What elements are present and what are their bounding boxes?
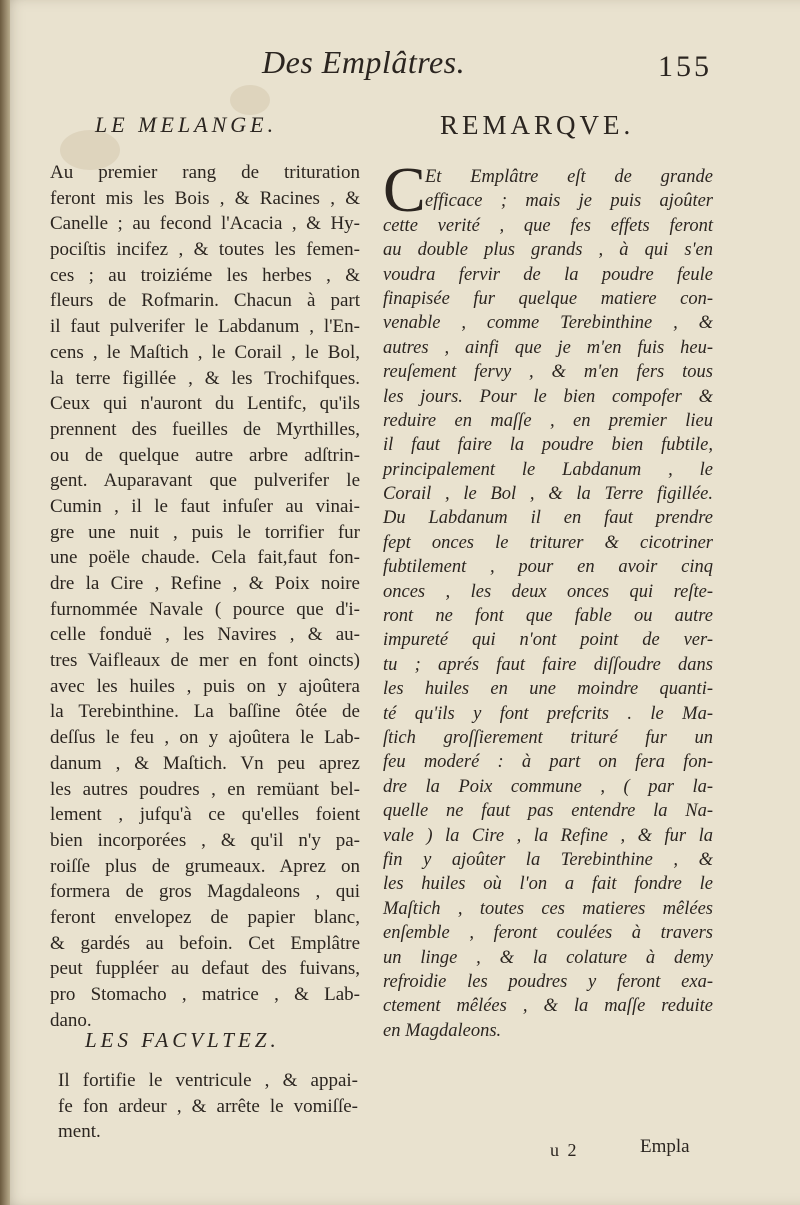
section-heading-melange: LE MELANGE. xyxy=(95,112,278,137)
text-line: Ceux qui n'auront du Lentifc, qu'ils xyxy=(50,393,360,415)
section-heading-remarque: REMARQVE. xyxy=(440,110,635,140)
text-line: vale ) la Cire , la Refine , & fur la xyxy=(383,825,713,846)
text-line: formera de gros Magdaleons , qui xyxy=(50,881,360,903)
text-line: tres Vaifleaux de mer en font oincts) xyxy=(50,650,360,672)
text-line: les jours. Pour le bien compofer & xyxy=(383,386,713,407)
text-line: les huiles où l'on a fait fondre le xyxy=(383,874,713,895)
text-line: efficace ; mais je puis ajoûter xyxy=(425,191,713,212)
text-line: Maſtich , toutes ces matieres mêlées xyxy=(383,898,713,919)
text-line: danum , & Maſtich. Vn peu aprez xyxy=(50,752,360,774)
text-line: quelle ne faut pas entendre la Na- xyxy=(383,801,713,822)
text-line: au double plus grands , à qui s'en xyxy=(383,240,713,261)
text-line: un linge , & la colature à demy xyxy=(383,947,713,968)
text-line: deſſus le feu , on y ajoûtera le Lab- xyxy=(50,727,360,749)
text-line: les huiles en une moindre quanti- xyxy=(383,679,713,700)
text-line: finapisée fur quelque matiere con- xyxy=(383,288,713,309)
text-line: pociſtis incifez , & toutes les femen- xyxy=(50,239,360,261)
left-column-text xyxy=(50,160,360,1033)
paper-stain xyxy=(230,85,270,115)
text-line: fubtilement , pour en avoir cinq xyxy=(383,557,713,578)
text-line: refroidie les poudres y feront exa- xyxy=(383,971,713,992)
text-line: fleurs de Rofmarin. Chacun à part xyxy=(50,290,360,312)
text-line: dano. xyxy=(50,1009,92,1031)
catchword: Empla xyxy=(640,1136,690,1157)
text-line: la Terebinthine. La baſſine ôtée de xyxy=(50,701,360,723)
text-line: gent. Auparavant que pulverifer le xyxy=(50,470,360,492)
text-line: dre la Cire , Refine , & Poix noire xyxy=(50,573,360,594)
text-line: celle fonduë , les Navires , & au- xyxy=(50,624,360,646)
text-line: il faut faire la poudre bien fubtile, xyxy=(383,435,713,456)
text-line: té qu'ils y font prefcrits . le Ma- xyxy=(383,703,713,724)
text-line: onces , les deux onces qui reſte- xyxy=(383,581,713,602)
text-line: peut fuppléer au defaut des fuivans, xyxy=(50,958,360,980)
text-line: il faut pulverifer le Labdanum , l'En- xyxy=(50,316,360,338)
text-line: feront mis les Bois , & Racines , & xyxy=(50,187,360,209)
text-line: enſemble , feront coulées à travers xyxy=(383,923,713,944)
text-line: bien incorporées , & qu'il n'y pa- xyxy=(50,829,360,851)
text-line: dre la Poix commune , ( par la- xyxy=(383,776,713,797)
text-line: pro Stomacho , matrice , & Lab- xyxy=(50,984,360,1005)
text-line: autres , ainfi que je m'en fuis heu- xyxy=(383,337,713,358)
text-line: cens , le Maſtich , le Corail , le Bol, xyxy=(50,341,360,363)
text-line: tu ; aprés faut faire diſſoudre dans xyxy=(383,654,713,675)
facultez-text xyxy=(58,1068,358,1145)
text-line: cette verité , que fes effets feront xyxy=(383,215,713,236)
text-line: roiſſe plus de grumeaux. Aprez on xyxy=(50,855,360,877)
text-line: furnommée Navale ( pource que d'i- xyxy=(50,598,360,620)
text-line: feront envelopez de papier blanc, xyxy=(50,906,360,928)
text-line: fept onces le triturer & cicotriner xyxy=(383,532,713,553)
text-line: ment. xyxy=(58,1121,101,1142)
text-line: ctement mêlées , & la maſſe reduite xyxy=(383,996,713,1017)
drop-cap: C xyxy=(383,154,426,225)
text-line: Canelle ; au fecond l'Acacia , & Hy- xyxy=(50,213,360,235)
running-title: Des Emplâtres. xyxy=(262,44,466,80)
text-line: reuſement fervy , & m'en fers tous xyxy=(383,362,713,383)
text-line: Du Labdanum il en faut prendre xyxy=(383,508,713,529)
text-line: & gardés au befoin. Cet Emplâtre xyxy=(50,932,360,954)
text-line: gre une nuit , puis le torrifier fur xyxy=(50,521,360,543)
text-line: Il fortifie le ventricule , & appai- xyxy=(58,1070,358,1091)
text-line: ſtich groſſierement trituré fur un xyxy=(383,727,713,748)
text-line: lement , jufqu'à ce qu'elles foient xyxy=(50,804,360,826)
page-number: 155 xyxy=(658,50,712,83)
text-line: Corail , le Bol , & la Terre figillée. xyxy=(383,484,713,505)
text-line: Au premier rang de trituration xyxy=(50,162,360,183)
signature-mark: u 2 xyxy=(550,1140,579,1160)
text-line: Et Emplâtre eſt de grande xyxy=(425,167,713,187)
text-line: en Magdaleons. xyxy=(383,1020,502,1041)
text-line: la terre figillée , & les Trochifques. xyxy=(50,367,360,389)
text-line: impureté qui n'ont point de ver- xyxy=(383,630,713,651)
text-line: Cumin , il le faut infuſer au vinai- xyxy=(50,495,360,517)
text-line: voudra fervir de la poudre feule xyxy=(383,264,713,285)
text-line: ces ; au troiziéme les herbes , & xyxy=(50,264,360,286)
text-line: venable , comme Terebinthine , & xyxy=(383,313,713,334)
text-line: reduire en maſſe , en premier lieu xyxy=(383,410,713,431)
text-line: ront ne font que fable ou autre xyxy=(383,606,713,627)
text-line: feu moderé : à part on fera fon- xyxy=(383,752,713,773)
right-column-text xyxy=(383,165,713,1043)
text-line: prennent des fueilles de Myrthilles, xyxy=(50,418,360,440)
text-line: principalement le Labdanum , le xyxy=(383,459,713,480)
text-line: avec les huiles , puis on y ajoûtera xyxy=(50,675,360,697)
text-line: fe fon ardeur , & arrête le vomiſſe- xyxy=(58,1095,358,1117)
text-line: les autres poudres , en remüant bel- xyxy=(50,778,360,800)
page-gutter xyxy=(0,0,10,1205)
text-line: une poële chaude. Cela fait,faut fon- xyxy=(50,547,360,569)
text-line: ou de quelque autre arbre adſtrin- xyxy=(50,444,360,466)
section-heading-facultez: LES FACVLTEZ. xyxy=(85,1028,280,1052)
text-line: fin y ajoûter la Terebinthine , & xyxy=(383,849,713,870)
